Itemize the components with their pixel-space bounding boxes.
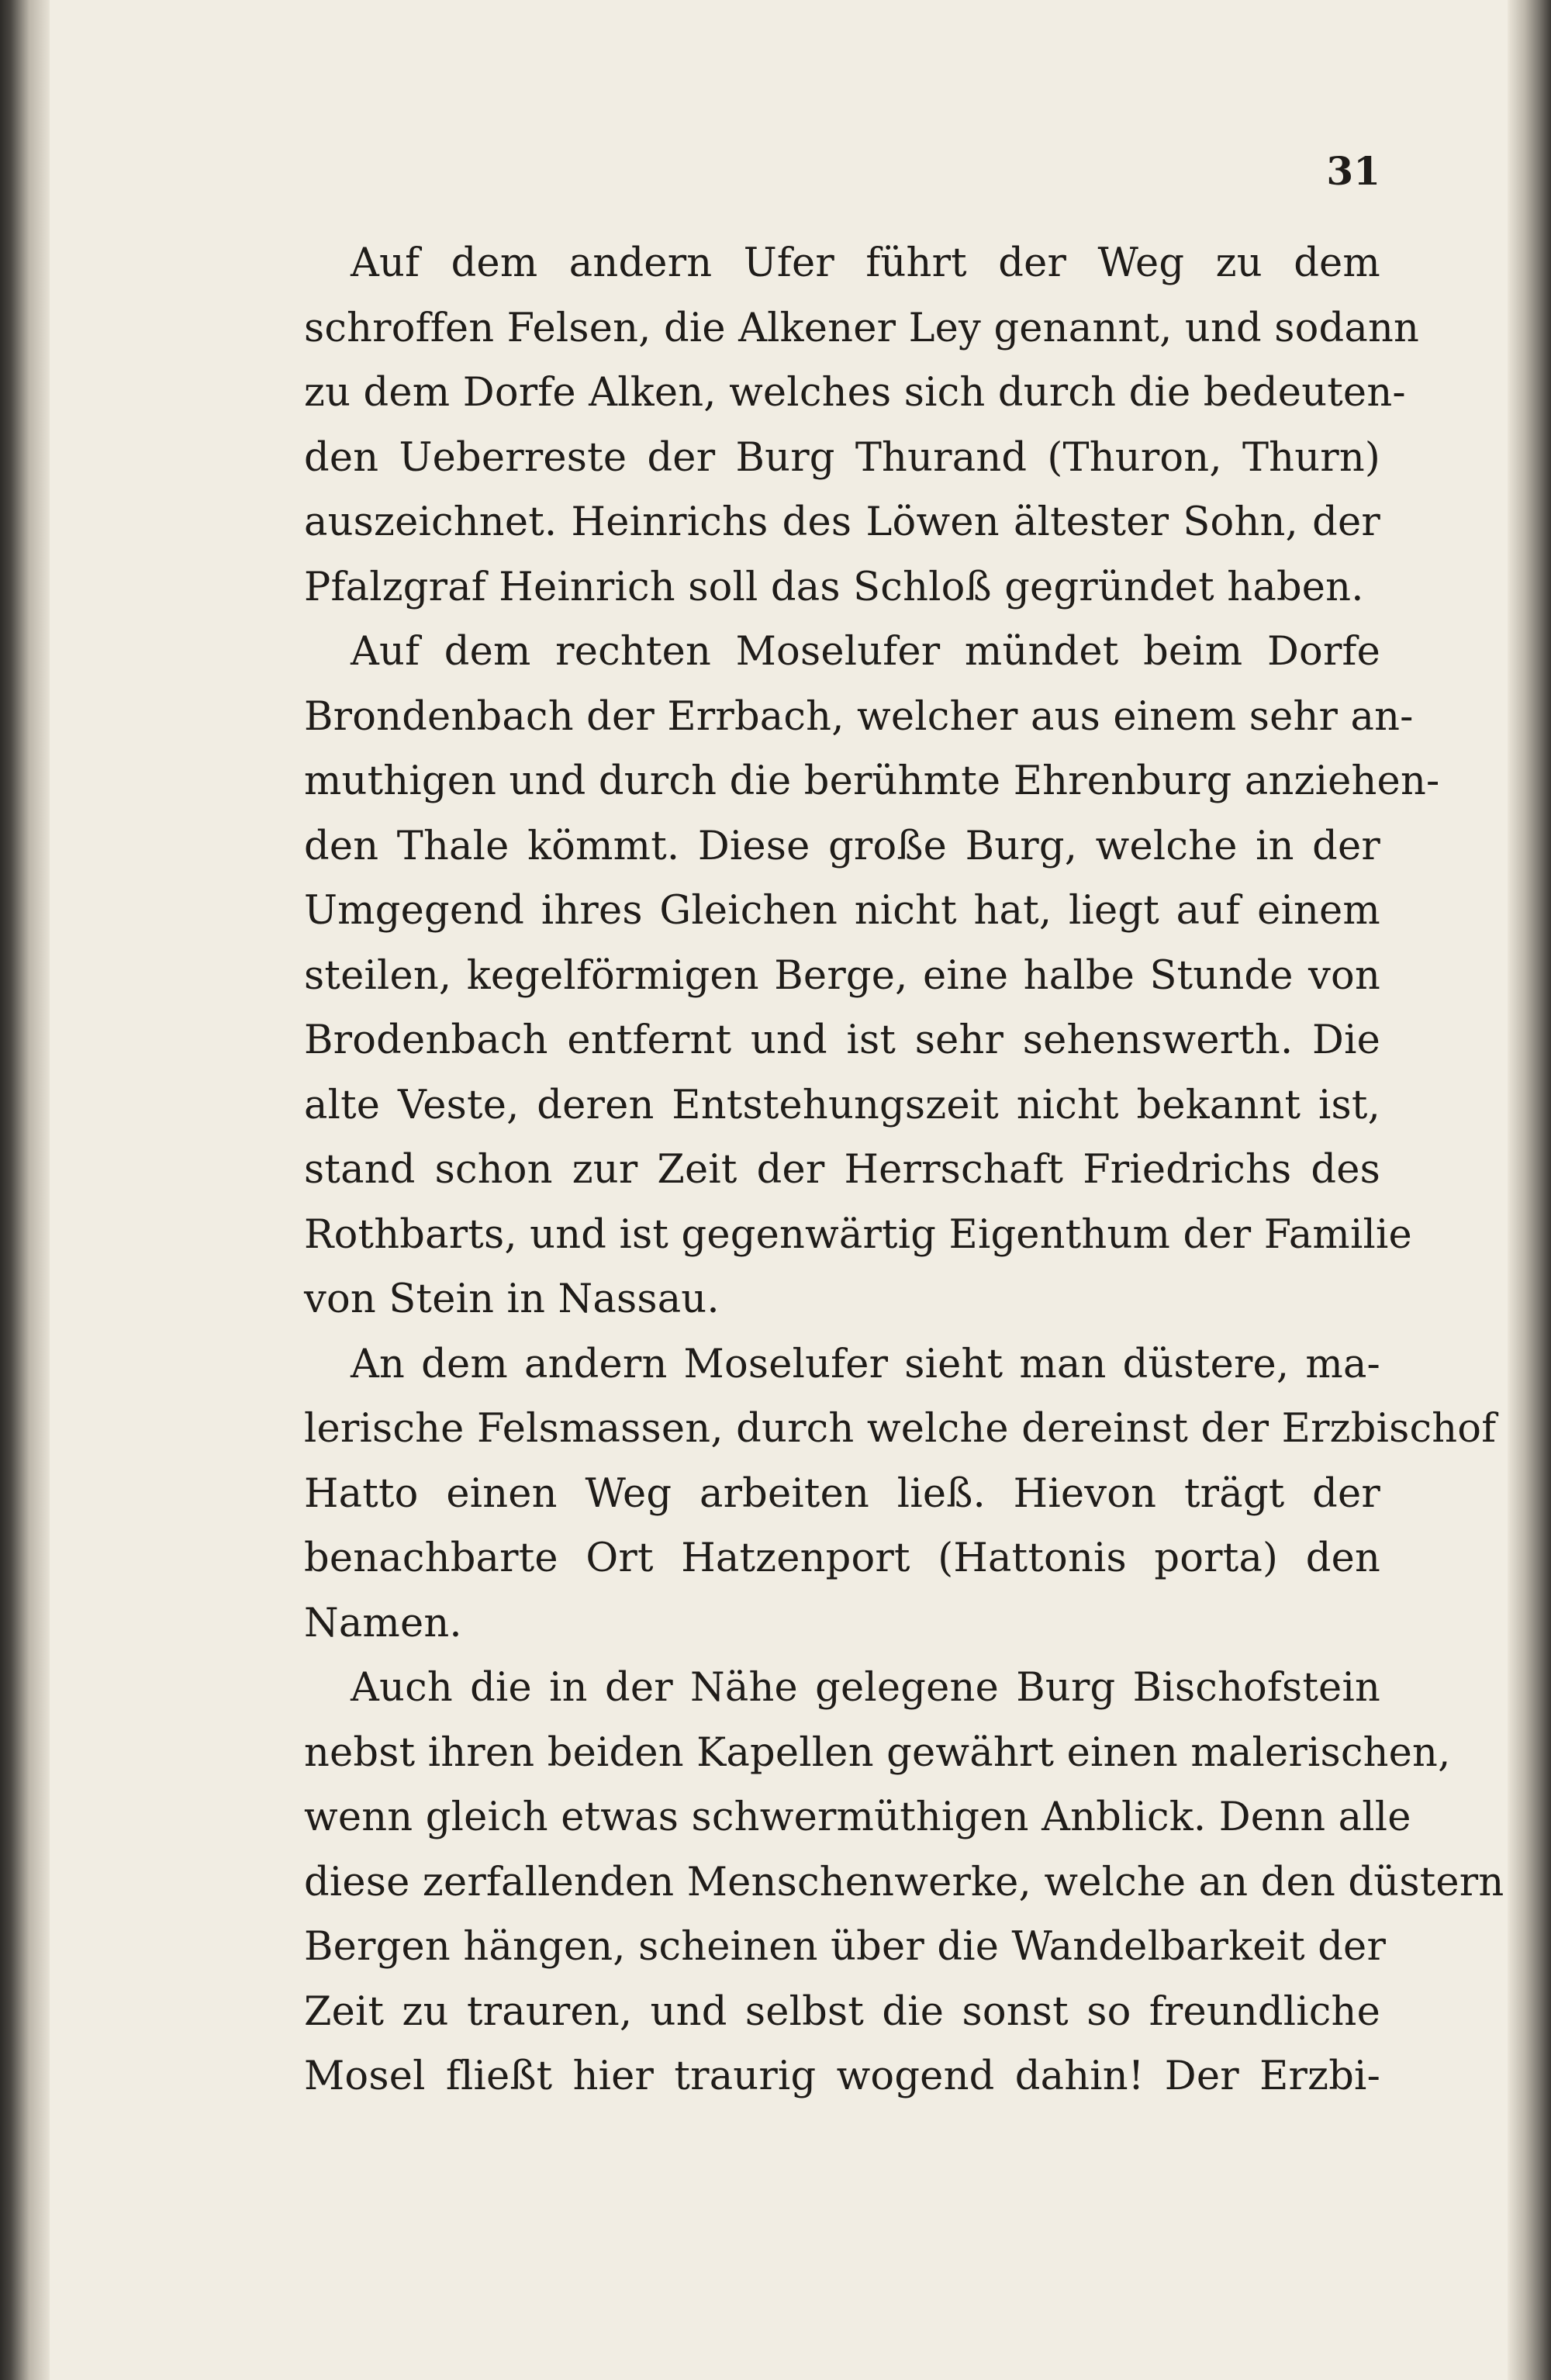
text-line: steilen, kegelförmigen Berge, eine halbe Stunde von (304, 952, 1380, 999)
text-line: diese zerfallenden Menschenwerke, welche an den düstern (304, 1859, 1504, 1905)
text-line: Bergen hängen, scheinen über die Wandelbarkeit der (304, 1924, 1387, 1970)
text-line: Brodenbach entfernt und ist sehr sehenswerth. Die (304, 1017, 1380, 1063)
text-line: Hatto einen Weg arbeiten ließ. Hievon trägt der (304, 1470, 1380, 1517)
text-line: muthigen und durch die berühmte Ehrenburg anziehen- (304, 758, 1440, 804)
text-line: auszeichnet. Heinrichs des Löwen ältester Sohn, der (304, 499, 1380, 545)
page-right-edge (1508, 0, 1551, 2380)
text-line: stand schon zur Zeit der Herrschaft Friedrichs des (304, 1147, 1380, 1193)
text-line: Auf dem andern Ufer führt der Weg zu dem (351, 240, 1380, 286)
text-line: Umgegend ihres Gleichen nicht hat, liegt auf einem (304, 888, 1380, 934)
text-line: schroffen Felsen, die Alkener Ley genannt, und sodann (304, 305, 1420, 351)
text-line: An dem andern Moselufer sieht man düstere, ma- (351, 1341, 1380, 1387)
text-line: Auf dem rechten Moselufer mündet beim Dorfe (351, 629, 1380, 675)
text-line: Pfalzgraf Heinrich soll das Schloß gegründet haben. (304, 564, 1364, 610)
text-line: zu dem Dorfe Alken, welches sich durch die bedeuten- (304, 370, 1406, 416)
text-line: Namen. (304, 1600, 462, 1646)
text-line: den Ueberreste der Burg Thurand (Thuron, Thurn) (304, 434, 1380, 481)
text-line: lerische Felsmassen, durch welche dereinst der Erzbischof (304, 1406, 1497, 1452)
page-left-edge (0, 0, 50, 2380)
body-text (304, 231, 1504, 2109)
text-line: Mosel fließt hier traurig wogend dahin! Der Erzbi- (304, 2054, 1380, 2099)
text-line: alte Veste, deren Entstehungszeit nicht bekannt ist, (304, 1082, 1380, 1128)
text-line: Auch die in der Nähe gelegene Burg Bischofstein (351, 1665, 1380, 1711)
text-line: Zeit zu trauren, und selbst die sonst so freundliche (304, 1988, 1380, 2035)
page-number: 31 (1326, 148, 1380, 194)
text-line: benachbarte Ort Hatzenport (Hattonis porta) den (304, 1535, 1380, 1581)
text-line: Brondenbach der Errbach, welcher aus einem sehr an- (304, 693, 1414, 740)
text-line: von Stein in Nassau. (304, 1276, 720, 1322)
text-line: nebst ihren beiden Kapellen gewährt einen malerischen, (304, 1729, 1451, 1776)
text-line: Rothbarts, und ist gegenwärtig Eigenthum der Familie (304, 1211, 1412, 1258)
text-line: den Thale kömmt. Diese große Burg, welche in der (304, 823, 1380, 869)
text-line: wenn gleich etwas schwermüthigen Anblick. Denn alle (304, 1794, 1411, 1840)
